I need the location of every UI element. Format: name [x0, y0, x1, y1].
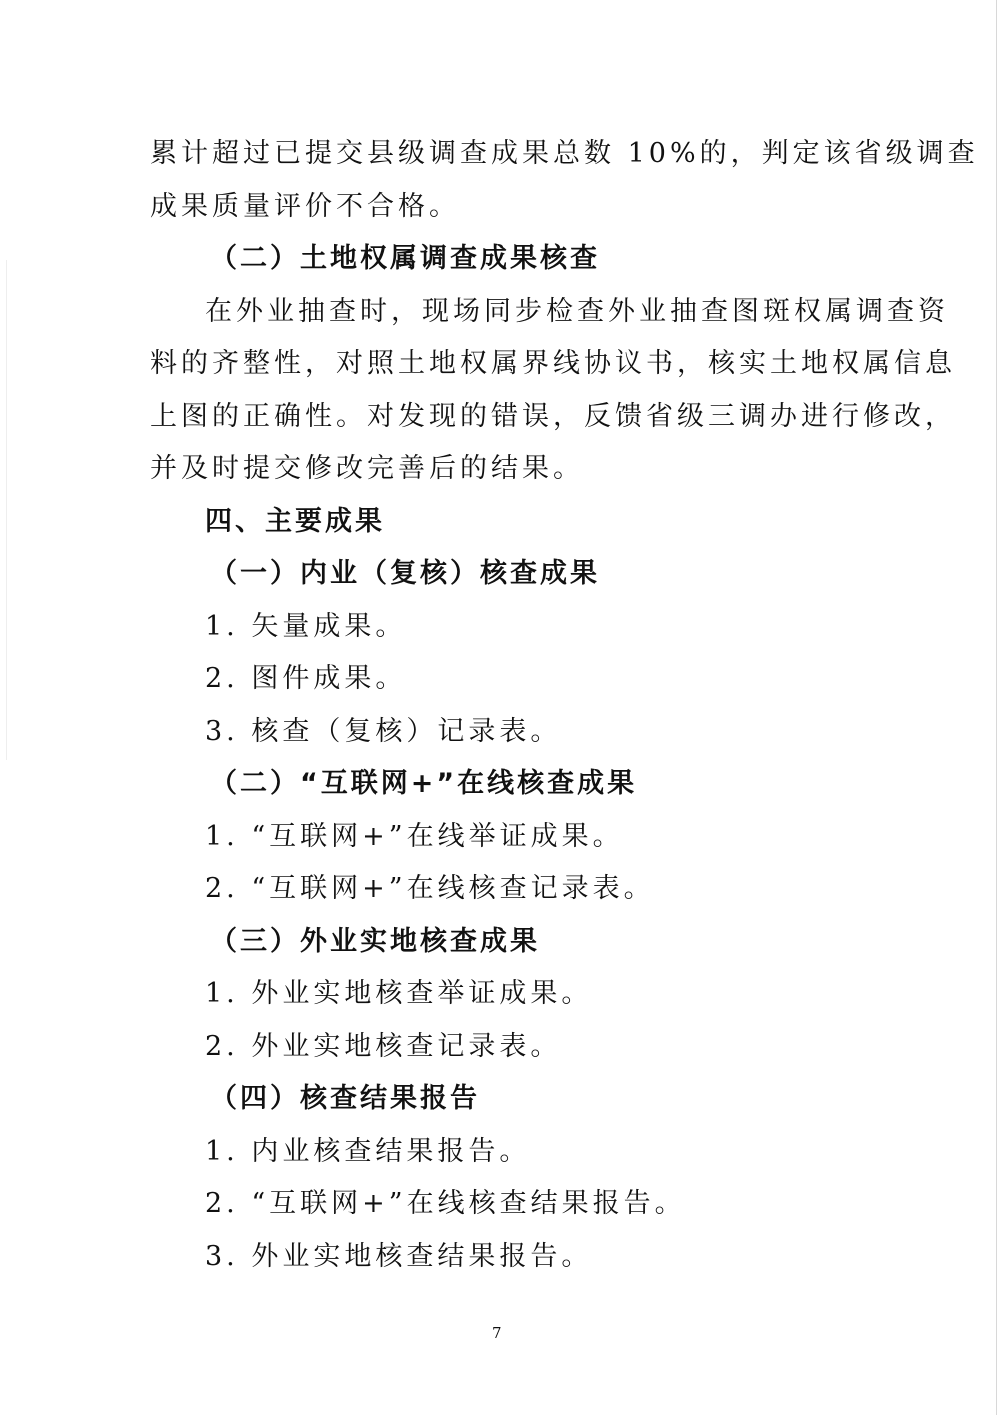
- paragraph-line: 料的齐整性，对照土地权属界线协议书，核实土地权属信息: [150, 348, 956, 379]
- paragraph-line: 并及时提交修改完善后的结果。: [150, 453, 584, 484]
- list-item: 3. 核查（复核）记录表。: [205, 716, 562, 747]
- paragraph-line: 上图的正确性。对发现的错误，反馈省级三调办进行修改，: [150, 401, 956, 432]
- list-item: 2. 图件成果。: [205, 663, 407, 694]
- list-item: 2. “互联网+”在线核查结果报告。: [205, 1188, 686, 1219]
- subsection-heading: （二）“互联网+”在线核查成果: [210, 768, 638, 799]
- list-item: 1. 外业实地核查举证成果。: [205, 978, 593, 1009]
- list-item: 3. 外业实地核查结果报告。: [205, 1241, 593, 1272]
- chapter-heading: 四、主要成果: [205, 506, 385, 537]
- list-item: 1. “互联网+”在线举证成果。: [205, 821, 624, 852]
- subsection-heading: （三）外业实地核查成果: [210, 926, 540, 957]
- subsection-heading: （一）内业（复核）核查成果: [210, 558, 600, 589]
- page-number: 7: [492, 1324, 502, 1342]
- paragraph-line: 在外业抽查时，现场同步检查外业抽查图斑权属调查资: [205, 296, 949, 327]
- section-heading: （二）土地权属调查成果核查: [210, 243, 600, 274]
- paragraph-line: 累计超过已提交县级调查成果总数 10%的，判定该省级调查: [150, 138, 979, 169]
- list-item: 2. 外业实地核查记录表。: [205, 1031, 562, 1062]
- subsection-heading: （四）核查结果报告: [210, 1083, 480, 1114]
- scan-edge-right: [996, 0, 997, 1415]
- scan-edge-left: [6, 260, 7, 760]
- list-item: 2. “互联网+”在线核查记录表。: [205, 873, 655, 904]
- list-item: 1. 矢量成果。: [205, 611, 407, 642]
- list-item: 1. 内业核查结果报告。: [205, 1136, 531, 1167]
- paragraph-line: 成果质量评价不合格。: [150, 191, 460, 222]
